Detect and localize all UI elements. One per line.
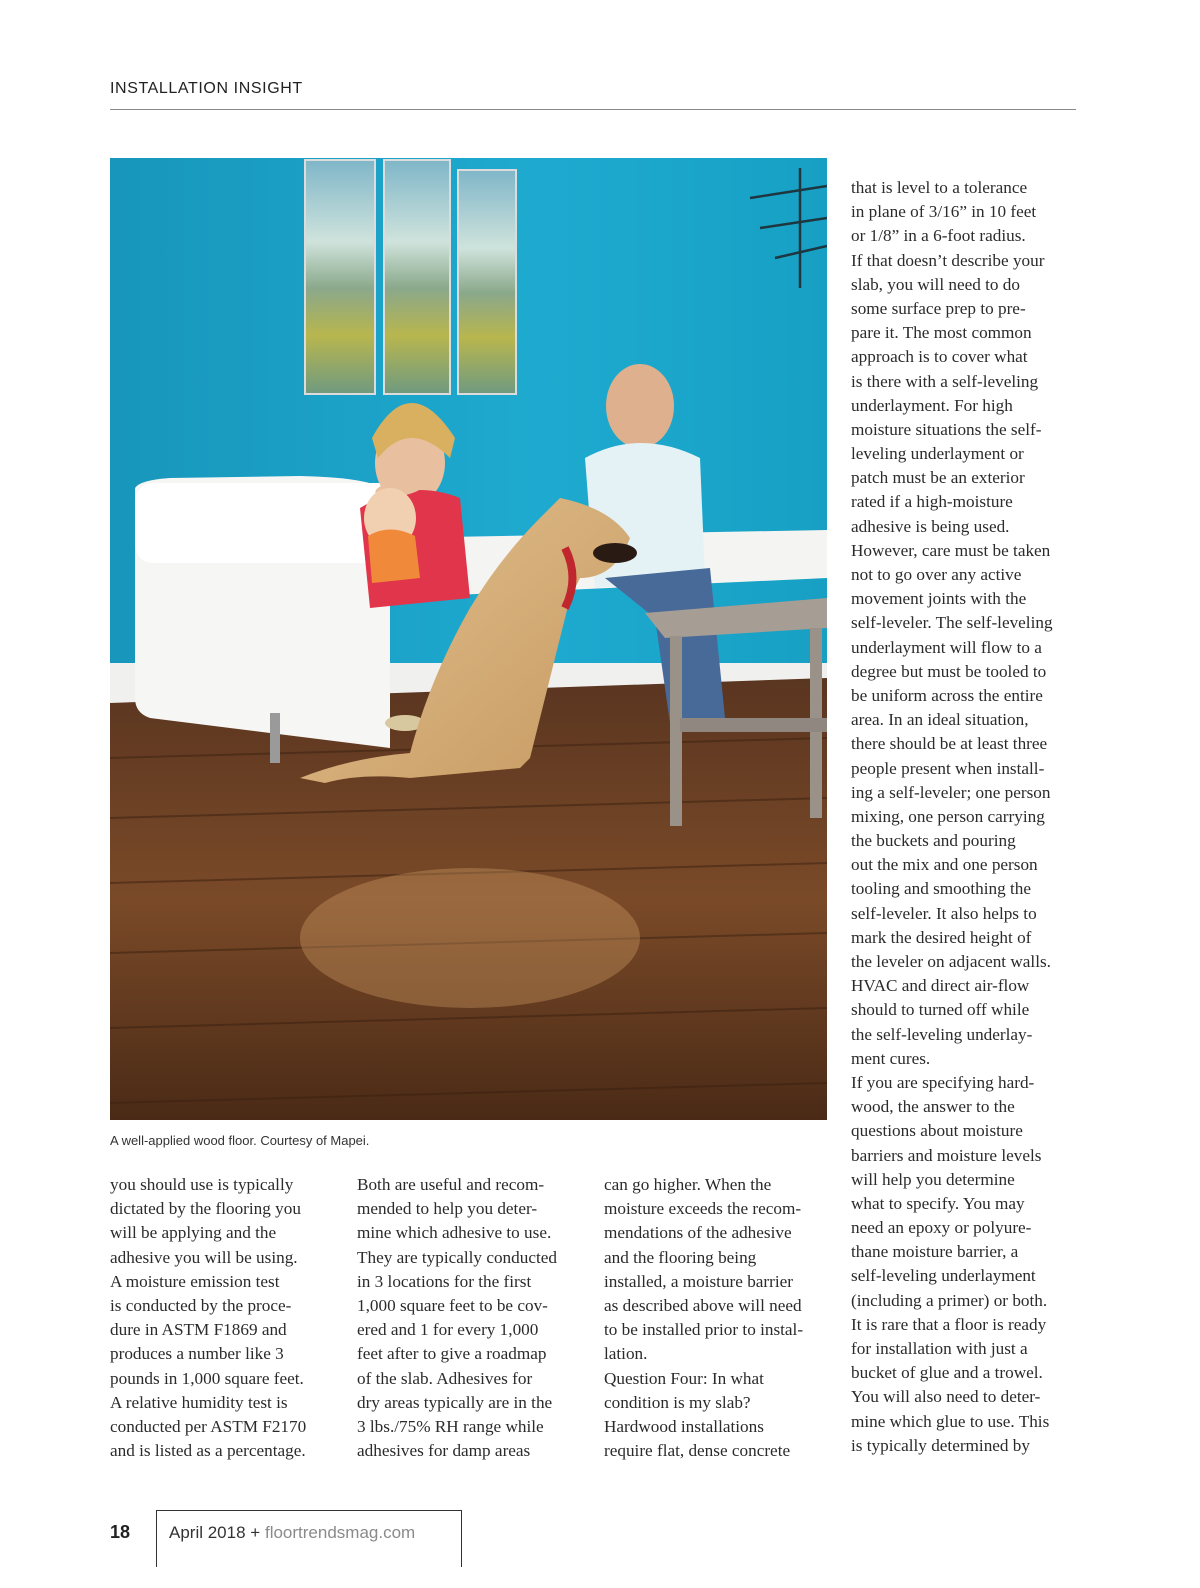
text-line: 3 lbs./75% RH range while	[357, 1416, 544, 1436]
text-line: area. In an ideal situation,	[851, 710, 1029, 730]
text-line: out the mix and one person	[851, 855, 1038, 875]
text-line: adhesives for damp areas	[357, 1441, 531, 1461]
article-photo	[110, 158, 827, 1120]
text-line: Hardwood installations	[604, 1416, 764, 1436]
text-line: of the slab. Adhesives for	[357, 1368, 533, 1388]
text-line: moisture situations the self-	[851, 419, 1042, 439]
text-line: or 1/8” in a 6-foot radius.	[851, 226, 1026, 246]
text-line: dry areas typically are in the	[357, 1392, 553, 1412]
text-line: be uniform across the entire	[851, 685, 1043, 705]
text-line: patch must be an exterior	[851, 468, 1025, 488]
page-number: 18	[110, 1522, 131, 1542]
text-line: movement joints with the	[851, 589, 1027, 609]
text-line: dure in ASTM F1869 and	[110, 1320, 287, 1340]
text-line: dictated by the flooring you	[110, 1199, 301, 1219]
text-line: A moisture emission test	[110, 1271, 280, 1291]
text-line: is typically determined by	[851, 1435, 1030, 1455]
text-line: pounds in 1,000 square feet.	[110, 1368, 304, 1388]
text-line: in 3 locations for the first	[357, 1271, 532, 1291]
text-line: A relative humidity test is	[110, 1392, 288, 1412]
text-line: installed, a moisture barrier	[604, 1271, 793, 1291]
text-line: self-leveling underlayment	[851, 1266, 1036, 1286]
text-line: barriers and moisture levels	[851, 1145, 1042, 1165]
text-line: pare it. The most common	[851, 323, 1032, 343]
text-line: condition is my slab?	[604, 1392, 751, 1412]
text-line: slab, you will need to do	[851, 274, 1020, 294]
text-line: as described above will need	[604, 1295, 802, 1315]
text-line: Question Four: In what	[604, 1368, 764, 1388]
text-line: bucket of glue and a trowel.	[851, 1363, 1043, 1383]
text-line: However, care must be taken	[851, 540, 1051, 560]
website-link[interactable]: floortrendsmag.com	[264, 1523, 416, 1542]
text-line: 1,000 square feet to be cov-	[357, 1295, 548, 1315]
text-line: HVAC and direct air-flow	[851, 976, 1030, 996]
text-line: can go higher. When the	[604, 1175, 772, 1194]
text-line: that is level to a tolerance	[851, 178, 1028, 197]
text-line: the leveler on adjacent walls.	[851, 952, 1051, 971]
text-line: If you are specifying hard-	[851, 1072, 1035, 1092]
text-line: you should use is typically	[110, 1175, 294, 1194]
text-line: to be installed prior to instal-	[604, 1320, 804, 1340]
text-line: self-leveler. It also helps to	[851, 903, 1037, 923]
text-line: self-leveler. The self-leveling	[851, 613, 1053, 633]
text-column-3	[604, 1173, 803, 1463]
text-line: what to specify. You may	[851, 1193, 1025, 1213]
text-line: You will also need to deter-	[851, 1387, 1041, 1407]
text-line: not to go over any active	[851, 565, 1022, 584]
text-line: produces a number like 3	[110, 1344, 284, 1364]
text-line: adhesive you will be using.	[110, 1247, 298, 1267]
text-line: lation.	[604, 1344, 648, 1364]
text-line: is there with a self-leveling	[851, 371, 1039, 391]
text-line: adhesive is being used.	[851, 516, 1010, 536]
text-line: will be applying and the	[110, 1223, 277, 1243]
text-line: moisture exceeds the recom-	[604, 1199, 802, 1219]
text-line: wood, the answer to the	[851, 1097, 1015, 1117]
text-line: mixing, one person carrying	[851, 806, 1045, 826]
text-line: is conducted by the proce-	[110, 1295, 292, 1315]
text-line: tooling and smoothing the	[851, 879, 1031, 899]
text-line: leveling underlayment or	[851, 444, 1024, 464]
footer-text	[169, 1523, 415, 1543]
text-line: Both are useful and recom-	[357, 1175, 545, 1194]
photo-caption: A well-applied wood floor. Courtesy of Mapei.	[110, 1133, 370, 1148]
text-line: mine which adhesive to use.	[357, 1223, 552, 1243]
text-line: mended to help you deter-	[357, 1199, 538, 1219]
header-rule	[110, 109, 1076, 110]
text-line: rated if a high-moisture	[851, 492, 1013, 512]
text-line: ment cures.	[851, 1048, 931, 1068]
text-line: will help you determine	[851, 1169, 1015, 1189]
text-line: the self-leveling underlay-	[851, 1024, 1033, 1044]
text-line: for installation with just a	[851, 1339, 1028, 1358]
text-line: there should be at least three	[851, 734, 1048, 754]
text-line: underlayment will flow to a	[851, 637, 1042, 657]
text-line: and the flooring being	[604, 1247, 757, 1267]
text-line: need an epoxy or polyure-	[851, 1218, 1032, 1238]
text-line: require flat, dense concrete	[604, 1441, 791, 1461]
text-line: and is listed as a percentage.	[110, 1441, 306, 1461]
text-line: underlayment. For high	[851, 395, 1013, 415]
text-line: the buckets and pouring	[851, 831, 1016, 851]
section-label: INSTALLATION INSIGHT	[110, 80, 303, 97]
text-line: conducted per ASTM F2170	[110, 1416, 307, 1436]
text-line: (including a primer) or both.	[851, 1290, 1048, 1310]
text-line: people present when install-	[851, 758, 1045, 778]
text-line: thane moisture barrier, a	[851, 1242, 1019, 1262]
text-line: in plane of 3/16” in 10 feet	[851, 202, 1037, 222]
text-line: some surface prep to pre-	[851, 298, 1026, 318]
text-line: It is rare that a floor is ready	[851, 1314, 1047, 1334]
text-line: questions about moisture	[851, 1121, 1023, 1141]
issue-date: April 2018	[169, 1523, 246, 1542]
text-line: should to turned off while	[851, 1000, 1030, 1020]
text-line: mine which glue to use. This	[851, 1411, 1050, 1431]
text-line: mendations of the adhesive	[604, 1223, 792, 1243]
text-line: approach is to cover what	[851, 347, 1028, 367]
text-line: If that doesn’t describe your	[851, 250, 1045, 270]
text-line: mark the desired height of	[851, 927, 1032, 947]
page-footer	[110, 1510, 462, 1568]
text-column-2	[357, 1173, 557, 1463]
text-column-4	[851, 176, 1053, 1458]
text-line: They are typically conducted	[357, 1247, 557, 1267]
text-line: degree but must be tooled to	[851, 661, 1047, 681]
text-line: ered and 1 for every 1,000	[357, 1320, 539, 1340]
text-line: feet after to give a roadmap	[357, 1344, 547, 1364]
footer-separator: +	[250, 1523, 261, 1542]
footer-box	[156, 1510, 462, 1567]
text-line: ing a self-leveler; one person	[851, 782, 1051, 802]
text-column-1	[110, 1173, 306, 1463]
